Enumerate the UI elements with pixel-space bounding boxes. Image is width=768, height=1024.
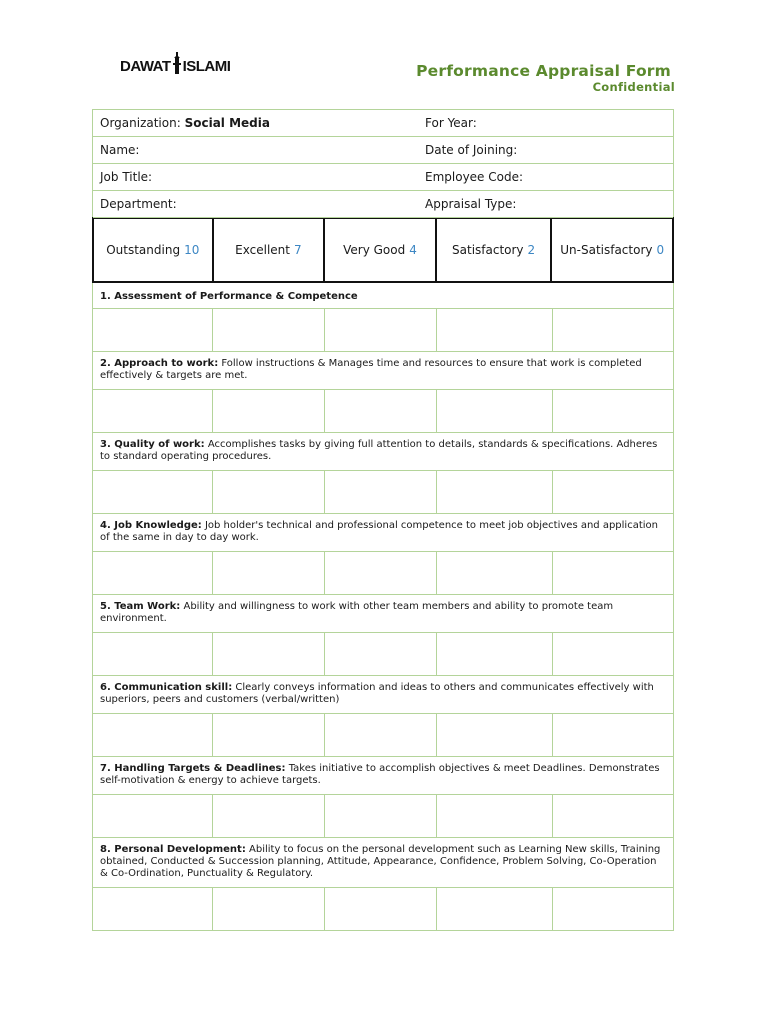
section-title: 4. Job Knowledge:	[100, 520, 202, 531]
score-row	[93, 309, 673, 352]
info-left-label: Job Title:	[100, 170, 153, 184]
score-cell[interactable]	[325, 390, 437, 432]
section-title: 3. Quality of work:	[100, 439, 205, 450]
info-right-label: Date of Joining:	[425, 143, 518, 157]
section-description: Clearly conveys information and ideas to others and communicates effectively with superiors, peers and customers (verbal/written)	[100, 682, 654, 705]
section-header	[93, 283, 673, 309]
score-row	[93, 390, 673, 433]
section-header	[93, 433, 673, 471]
score-cell[interactable]	[213, 552, 325, 594]
section-title: 2. Approach to work:	[100, 358, 219, 369]
score-row	[93, 471, 673, 514]
score-cell[interactable]	[93, 471, 213, 513]
score-cell[interactable]	[325, 888, 437, 930]
rating-cell	[437, 219, 553, 281]
score-cell[interactable]	[437, 714, 553, 756]
logo-text-left: DAWAT	[120, 58, 171, 75]
section-header	[93, 757, 673, 795]
score-cell[interactable]	[93, 390, 213, 432]
score-cell[interactable]	[325, 471, 437, 513]
dawateislami-logo	[120, 52, 230, 74]
score-cell[interactable]	[553, 888, 673, 930]
score-cell[interactable]	[325, 552, 437, 594]
section-title: 7. Handling Targets & Deadlines:	[100, 763, 286, 774]
rating-value: 7	[293, 243, 302, 257]
rating-label: Very Good	[343, 243, 406, 257]
section-title: 5. Team Work:	[100, 601, 181, 612]
score-row	[93, 795, 673, 838]
section-description: Takes initiative to accomplish objectives & meet Deadlines. Demonstrates self-motivation & energy to achieve targets.	[100, 763, 660, 786]
score-cell[interactable]	[213, 309, 325, 351]
score-cell[interactable]	[437, 471, 553, 513]
minaret-icon	[172, 52, 182, 74]
info-left	[100, 143, 139, 157]
info-left-label: Name:	[100, 143, 140, 157]
score-cell[interactable]	[93, 714, 213, 756]
info-left	[100, 116, 270, 130]
section-header	[93, 514, 673, 552]
score-cell[interactable]	[553, 552, 673, 594]
info-left-value[interactable]: Social Media	[184, 116, 270, 130]
rating-value: 4	[409, 243, 417, 257]
score-cell[interactable]	[213, 471, 325, 513]
section-description: Job holder's technical and professional competence to meet job objectives and application of the same in day to day work.	[100, 520, 658, 543]
score-cell[interactable]	[213, 888, 325, 930]
rating-value: 0	[656, 243, 665, 257]
section-title: 1. Assessment of Performance & Competence	[100, 291, 358, 302]
score-cell[interactable]	[93, 552, 213, 594]
score-cell[interactable]	[213, 390, 325, 432]
rating-label: Outstanding	[106, 243, 181, 257]
rating-cell	[214, 219, 326, 281]
confidential-label: Confidential	[592, 80, 675, 94]
info-right-label: For Year:	[425, 116, 477, 130]
info-row	[93, 110, 673, 137]
info-row	[93, 164, 673, 191]
appraisal-form	[92, 109, 674, 931]
score-cell[interactable]	[437, 390, 553, 432]
score-cell[interactable]	[213, 714, 325, 756]
score-cell[interactable]	[553, 633, 673, 675]
score-cell[interactable]	[437, 633, 553, 675]
score-cell[interactable]	[325, 633, 437, 675]
info-left-label: Organization:	[100, 116, 181, 130]
score-row	[93, 552, 673, 595]
rating-label: Un-Satisfactory	[560, 243, 653, 257]
rating-value: 2	[527, 243, 536, 257]
score-cell[interactable]	[93, 309, 213, 351]
section-description: Follow instructions & Manages time and resources to ensure that work is completed effectively & targets are met.	[100, 358, 642, 381]
info-left	[100, 197, 177, 211]
score-row	[93, 888, 673, 931]
score-row	[93, 633, 673, 676]
rating-label: Satisfactory	[452, 243, 524, 257]
section-header	[93, 676, 673, 714]
score-cell[interactable]	[553, 795, 673, 837]
form-title: Performance Appraisal Form	[416, 62, 671, 80]
section-header	[93, 838, 673, 888]
info-row	[93, 137, 673, 164]
info-row	[93, 191, 673, 218]
info-right-label: Appraisal Type:	[425, 197, 517, 211]
score-cell[interactable]	[213, 795, 325, 837]
rating-scale	[92, 217, 674, 283]
score-cell[interactable]	[553, 390, 673, 432]
score-cell[interactable]	[93, 795, 213, 837]
section-description: Ability and willingness to work with other team members and ability to promote team environment.	[100, 601, 614, 624]
score-cell[interactable]	[437, 309, 553, 351]
score-cell[interactable]	[325, 309, 437, 351]
section-title: 6. Communication skill:	[100, 682, 233, 693]
score-cell[interactable]	[553, 714, 673, 756]
info-right-label: Employee Code:	[425, 170, 524, 184]
score-cell[interactable]	[553, 309, 673, 351]
score-cell[interactable]	[437, 888, 553, 930]
score-cell[interactable]	[93, 633, 213, 675]
info-left-label: Department:	[100, 197, 177, 211]
section-description: Ability to focus on the personal development such as Learning New skills, Training obtained, Conducted & Succession planning, Attitude, Appearance, Confidence, Problem Solving, Co-Operation & Co-Ordination, Punctuality & Regulatory.	[100, 844, 661, 879]
score-cell[interactable]	[553, 471, 673, 513]
score-cell[interactable]	[325, 795, 437, 837]
score-cell[interactable]	[437, 795, 553, 837]
section-header	[93, 595, 673, 633]
section-description: Accomplishes tasks by giving full attention to details, standards & specifications. Adheres to standard operating procedures.	[100, 439, 658, 462]
score-cell[interactable]	[213, 633, 325, 675]
section-title: 8. Personal Development:	[100, 844, 246, 855]
info-left	[100, 170, 152, 184]
rating-value: 10	[184, 243, 200, 257]
logo-text-right: ISLAMI	[182, 58, 231, 75]
section-header	[93, 352, 673, 390]
score-cell[interactable]	[437, 552, 553, 594]
score-cell[interactable]	[325, 714, 437, 756]
rating-cell	[325, 219, 437, 281]
rating-cell	[552, 219, 672, 281]
rating-label: Excellent	[235, 243, 290, 257]
score-cell[interactable]	[93, 888, 213, 930]
score-row	[93, 714, 673, 757]
rating-cell	[94, 219, 214, 281]
